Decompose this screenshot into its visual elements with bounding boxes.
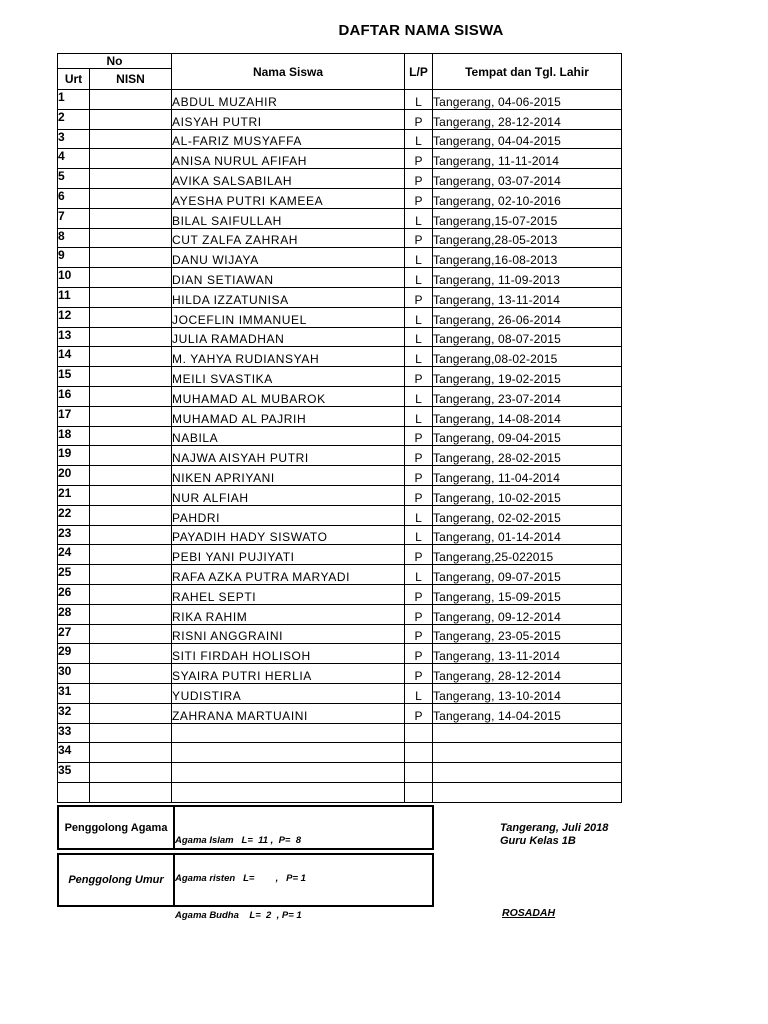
nisn-cell bbox=[90, 327, 172, 347]
ttl-cell: Tangerang, 28-02-2015 bbox=[433, 446, 622, 466]
ttl-cell: Tangerang, 14-04-2015 bbox=[433, 703, 622, 723]
lp-cell: L bbox=[405, 307, 433, 327]
table-row bbox=[58, 782, 622, 802]
table-row bbox=[58, 584, 622, 604]
nama-cell: AISYAH PUTRI bbox=[172, 109, 405, 129]
urt-cell: 32 bbox=[58, 703, 90, 723]
header-urt: Urt bbox=[58, 69, 90, 90]
lp-cell: L bbox=[405, 208, 433, 228]
urt-cell: 28 bbox=[58, 604, 90, 624]
urt-cell: 35 bbox=[58, 763, 90, 783]
nisn-cell bbox=[90, 505, 172, 525]
lp-cell: P bbox=[405, 624, 433, 644]
table-row bbox=[58, 446, 622, 466]
nisn-cell bbox=[90, 466, 172, 486]
table-row bbox=[58, 525, 622, 545]
ttl-cell: Tangerang, 09-07-2015 bbox=[433, 565, 622, 585]
ttl-cell: Tangerang, 04-06-2015 bbox=[433, 90, 622, 110]
ttl-cell: Tangerang, 02-10-2016 bbox=[433, 188, 622, 208]
nisn-cell bbox=[90, 169, 172, 189]
urt-cell: 4 bbox=[58, 149, 90, 169]
table-row bbox=[58, 505, 622, 525]
header-no: No bbox=[58, 54, 172, 69]
urt-cell: 13 bbox=[58, 327, 90, 347]
urt-cell: 20 bbox=[58, 466, 90, 486]
nisn-cell bbox=[90, 109, 172, 129]
nisn-cell bbox=[90, 406, 172, 426]
lp-cell: P bbox=[405, 228, 433, 248]
nisn-cell bbox=[90, 347, 172, 367]
nama-cell bbox=[172, 782, 405, 802]
lp-cell: P bbox=[405, 188, 433, 208]
urt-cell: 34 bbox=[58, 743, 90, 763]
table-row bbox=[58, 683, 622, 703]
table-row bbox=[58, 327, 622, 347]
table-row bbox=[58, 307, 622, 327]
urt-cell bbox=[58, 782, 90, 802]
nisn-cell bbox=[90, 268, 172, 288]
urt-cell: 3 bbox=[58, 129, 90, 149]
ttl-cell bbox=[433, 743, 622, 763]
table-row bbox=[58, 763, 622, 783]
signature-place-date: Tangerang, Juli 2018 bbox=[500, 822, 609, 834]
header-ttl: Tempat dan Tgl. Lahir bbox=[433, 54, 622, 90]
nama-cell bbox=[172, 763, 405, 783]
lp-cell bbox=[405, 743, 433, 763]
ttl-cell: Tangerang,25-022015 bbox=[433, 545, 622, 565]
nisn-cell bbox=[90, 90, 172, 110]
lp-cell: L bbox=[405, 129, 433, 149]
ttl-cell: Tangerang, 11-09-2013 bbox=[433, 268, 622, 288]
urt-cell: 10 bbox=[58, 268, 90, 288]
lp-cell: L bbox=[405, 565, 433, 585]
nisn-cell bbox=[90, 426, 172, 446]
table-row bbox=[58, 287, 622, 307]
header-lp: L/P bbox=[405, 54, 433, 90]
urt-cell: 5 bbox=[58, 169, 90, 189]
lp-cell: P bbox=[405, 584, 433, 604]
nisn-cell bbox=[90, 386, 172, 406]
nisn-cell bbox=[90, 208, 172, 228]
nama-cell: RAFA AZKA PUTRA MARYADI bbox=[172, 565, 405, 585]
ttl-cell: Tangerang, 13-10-2014 bbox=[433, 683, 622, 703]
urt-cell: 17 bbox=[58, 406, 90, 426]
lp-cell: L bbox=[405, 90, 433, 110]
ttl-cell: Tangerang, 08-07-2015 bbox=[433, 327, 622, 347]
nama-cell: PAYADIH HADY SISWATO bbox=[172, 525, 405, 545]
nisn-cell bbox=[90, 248, 172, 268]
nama-cell: DANU WIJAYA bbox=[172, 248, 405, 268]
lp-cell: P bbox=[405, 604, 433, 624]
lp-cell: P bbox=[405, 426, 433, 446]
lp-cell bbox=[405, 763, 433, 783]
urt-cell: 26 bbox=[58, 584, 90, 604]
student-table bbox=[57, 53, 622, 803]
table-row bbox=[58, 188, 622, 208]
table-row bbox=[58, 703, 622, 723]
agama-line: Agama Islam L= 11 , P= 8 bbox=[175, 835, 302, 846]
nisn-cell bbox=[90, 703, 172, 723]
lp-cell: L bbox=[405, 347, 433, 367]
urt-cell: 31 bbox=[58, 683, 90, 703]
agama-line: Agama Budha L= 2 , P= 1 bbox=[175, 910, 302, 921]
nisn-cell bbox=[90, 188, 172, 208]
lp-cell: P bbox=[405, 703, 433, 723]
nama-cell: SYAIRA PUTRI HERLIA bbox=[172, 664, 405, 684]
table-row bbox=[58, 604, 622, 624]
nisn-cell bbox=[90, 446, 172, 466]
ttl-cell: Tangerang, 11-04-2014 bbox=[433, 466, 622, 486]
ttl-cell: Tangerang, 28-12-2014 bbox=[433, 664, 622, 684]
ttl-cell: Tangerang, 04-04-2015 bbox=[433, 129, 622, 149]
table-row bbox=[58, 565, 622, 585]
lp-cell: L bbox=[405, 327, 433, 347]
table-row bbox=[58, 466, 622, 486]
nisn-cell bbox=[90, 743, 172, 763]
header-nisn: NISN bbox=[90, 69, 172, 90]
urt-cell: 9 bbox=[58, 248, 90, 268]
lp-cell: L bbox=[405, 268, 433, 288]
nisn-cell bbox=[90, 485, 172, 505]
ttl-cell: Tangerang,15-07-2015 bbox=[433, 208, 622, 228]
nisn-cell bbox=[90, 545, 172, 565]
ttl-cell: Tangerang, 13-11-2014 bbox=[433, 287, 622, 307]
nama-cell: MUHAMAD AL MUBAROK bbox=[172, 386, 405, 406]
urt-cell: 7 bbox=[58, 208, 90, 228]
table-row bbox=[58, 268, 622, 288]
table-row bbox=[58, 367, 622, 387]
ttl-cell bbox=[433, 782, 622, 802]
ttl-cell: Tangerang, 11-11-2014 bbox=[433, 149, 622, 169]
nisn-cell bbox=[90, 584, 172, 604]
lp-cell: P bbox=[405, 664, 433, 684]
nisn-cell bbox=[90, 624, 172, 644]
urt-cell: 18 bbox=[58, 426, 90, 446]
ttl-cell: Tangerang, 19-02-2015 bbox=[433, 367, 622, 387]
nisn-cell bbox=[90, 129, 172, 149]
nama-cell: NABILA bbox=[172, 426, 405, 446]
nama-cell: CUT ZALFA ZAHRAH bbox=[172, 228, 405, 248]
ttl-cell: Tangerang,28-05-2013 bbox=[433, 228, 622, 248]
urt-cell: 27 bbox=[58, 624, 90, 644]
nisn-cell bbox=[90, 782, 172, 802]
table-row bbox=[58, 743, 622, 763]
nama-cell: JULIA RAMADHAN bbox=[172, 327, 405, 347]
table-row bbox=[58, 169, 622, 189]
lp-cell: P bbox=[405, 485, 433, 505]
lp-cell: P bbox=[405, 446, 433, 466]
nama-cell: PEBI YANI PUJIYATI bbox=[172, 545, 405, 565]
urt-cell: 1 bbox=[58, 90, 90, 110]
table-row bbox=[58, 426, 622, 446]
urt-cell: 12 bbox=[58, 307, 90, 327]
signature-name: ROSADAH bbox=[502, 907, 556, 919]
nisn-cell bbox=[90, 763, 172, 783]
urt-cell: 29 bbox=[58, 644, 90, 664]
ttl-cell bbox=[433, 723, 622, 743]
ttl-cell: Tangerang, 09-04-2015 bbox=[433, 426, 622, 446]
urt-cell: 16 bbox=[58, 386, 90, 406]
lp-cell bbox=[405, 723, 433, 743]
ttl-cell: Tangerang, 26-06-2014 bbox=[433, 307, 622, 327]
table-row bbox=[58, 386, 622, 406]
lp-cell: L bbox=[405, 683, 433, 703]
ttl-cell: Tangerang, 10-02-2015 bbox=[433, 485, 622, 505]
nisn-cell bbox=[90, 664, 172, 684]
nisn-cell bbox=[90, 228, 172, 248]
nisn-cell bbox=[90, 149, 172, 169]
lp-cell: P bbox=[405, 367, 433, 387]
table-row bbox=[58, 624, 622, 644]
urt-cell: 15 bbox=[58, 367, 90, 387]
agama-label: Penggolong Agama bbox=[59, 807, 175, 848]
urt-cell: 23 bbox=[58, 525, 90, 545]
urt-cell: 33 bbox=[58, 723, 90, 743]
nisn-cell bbox=[90, 604, 172, 624]
urt-cell: 19 bbox=[58, 446, 90, 466]
ttl-cell: Tangerang, 01-14-2014 bbox=[433, 525, 622, 545]
table-row bbox=[58, 347, 622, 367]
nisn-cell bbox=[90, 525, 172, 545]
nisn-cell bbox=[90, 683, 172, 703]
table-row bbox=[58, 248, 622, 268]
urt-cell: 24 bbox=[58, 545, 90, 565]
table-row bbox=[58, 149, 622, 169]
table-row bbox=[58, 723, 622, 743]
table-row bbox=[58, 208, 622, 228]
ttl-cell: Tangerang, 15-09-2015 bbox=[433, 584, 622, 604]
table-row bbox=[58, 485, 622, 505]
lp-cell bbox=[405, 782, 433, 802]
nama-cell: NUR ALFIAH bbox=[172, 485, 405, 505]
nisn-cell bbox=[90, 287, 172, 307]
table-row bbox=[58, 664, 622, 684]
ttl-cell: Tangerang, 23-05-2015 bbox=[433, 624, 622, 644]
nisn-cell bbox=[90, 367, 172, 387]
table-row bbox=[58, 228, 622, 248]
lp-cell: L bbox=[405, 248, 433, 268]
nama-cell: ABDUL MUZAHIR bbox=[172, 90, 405, 110]
umur-label: Penggolong Umur bbox=[59, 855, 175, 905]
ttl-cell bbox=[433, 763, 622, 783]
ttl-cell: Tangerang, 23-07-2014 bbox=[433, 386, 622, 406]
urt-cell: 22 bbox=[58, 505, 90, 525]
nama-cell: HILDA IZZATUNISA bbox=[172, 287, 405, 307]
nama-cell: MEILI SVASTIKA bbox=[172, 367, 405, 387]
agama-line: Agama risten L= , P= 1 bbox=[175, 872, 306, 884]
lp-cell: P bbox=[405, 149, 433, 169]
umur-box bbox=[57, 853, 434, 907]
lp-cell: P bbox=[405, 109, 433, 129]
table-row bbox=[58, 129, 622, 149]
ttl-cell: Tangerang, 03-07-2014 bbox=[433, 169, 622, 189]
ttl-cell: Tangerang,08-02-2015 bbox=[433, 347, 622, 367]
lp-cell: L bbox=[405, 525, 433, 545]
nama-cell: M. YAHYA RUDIANSYAH bbox=[172, 347, 405, 367]
urt-cell: 25 bbox=[58, 565, 90, 585]
nama-cell: YUDISTIRA bbox=[172, 683, 405, 703]
lp-cell: L bbox=[405, 505, 433, 525]
table-row bbox=[58, 644, 622, 664]
table-row bbox=[58, 109, 622, 129]
nisn-cell bbox=[90, 307, 172, 327]
nisn-cell bbox=[90, 565, 172, 585]
nama-cell: AL-FARIZ MUSYAFFA bbox=[172, 129, 405, 149]
lp-cell: P bbox=[405, 169, 433, 189]
ttl-cell: Tangerang, 09-12-2014 bbox=[433, 604, 622, 624]
ttl-cell: Tangerang, 14-08-2014 bbox=[433, 406, 622, 426]
urt-cell: 21 bbox=[58, 485, 90, 505]
nama-cell: JOCEFLIN IMMANUEL bbox=[172, 307, 405, 327]
nama-cell: AVIKA SALSABILAH bbox=[172, 169, 405, 189]
nama-cell: ANISA NURUL AFIFAH bbox=[172, 149, 405, 169]
urt-cell: 6 bbox=[58, 188, 90, 208]
urt-cell: 30 bbox=[58, 664, 90, 684]
lp-cell: P bbox=[405, 466, 433, 486]
table-row bbox=[58, 90, 622, 110]
table-row bbox=[58, 545, 622, 565]
lp-cell: P bbox=[405, 644, 433, 664]
nama-cell: DIAN SETIAWAN bbox=[172, 268, 405, 288]
urt-cell: 2 bbox=[58, 109, 90, 129]
nama-cell: PAHDRI bbox=[172, 505, 405, 525]
nama-cell: RISNI ANGGRAINI bbox=[172, 624, 405, 644]
nisn-cell bbox=[90, 644, 172, 664]
nama-cell: AYESHA PUTRI KAMEEA bbox=[172, 188, 405, 208]
nama-cell: RIKA RAHIM bbox=[172, 604, 405, 624]
lp-cell: L bbox=[405, 386, 433, 406]
lp-cell: P bbox=[405, 545, 433, 565]
nama-cell: NAJWA AISYAH PUTRI bbox=[172, 446, 405, 466]
ttl-cell: Tangerang, 02-02-2015 bbox=[433, 505, 622, 525]
nama-cell: NIKEN APRIYANI bbox=[172, 466, 405, 486]
nisn-cell bbox=[90, 723, 172, 743]
lp-cell: P bbox=[405, 287, 433, 307]
page-title: DAFTAR NAMA SISWA bbox=[338, 22, 504, 39]
urt-cell: 14 bbox=[58, 347, 90, 367]
nama-cell: RAHEL SEPTI bbox=[172, 584, 405, 604]
lp-cell: L bbox=[405, 406, 433, 426]
ttl-cell: Tangerang, 28-12-2014 bbox=[433, 109, 622, 129]
urt-cell: 11 bbox=[58, 287, 90, 307]
signature-role: Guru Kelas 1B bbox=[500, 835, 576, 847]
table-row bbox=[58, 406, 622, 426]
nama-cell: ZAHRANA MARTUAINI bbox=[172, 703, 405, 723]
nama-cell: MUHAMAD AL PAJRIH bbox=[172, 406, 405, 426]
nama-cell bbox=[172, 723, 405, 743]
header-nama: Nama Siswa bbox=[172, 54, 405, 90]
nama-cell: BILAL SAIFULLAH bbox=[172, 208, 405, 228]
ttl-cell: Tangerang,16-08-2013 bbox=[433, 248, 622, 268]
nama-cell bbox=[172, 743, 405, 763]
nama-cell: SITI FIRDAH HOLISOH bbox=[172, 644, 405, 664]
urt-cell: 8 bbox=[58, 228, 90, 248]
ttl-cell: Tangerang, 13-11-2014 bbox=[433, 644, 622, 664]
